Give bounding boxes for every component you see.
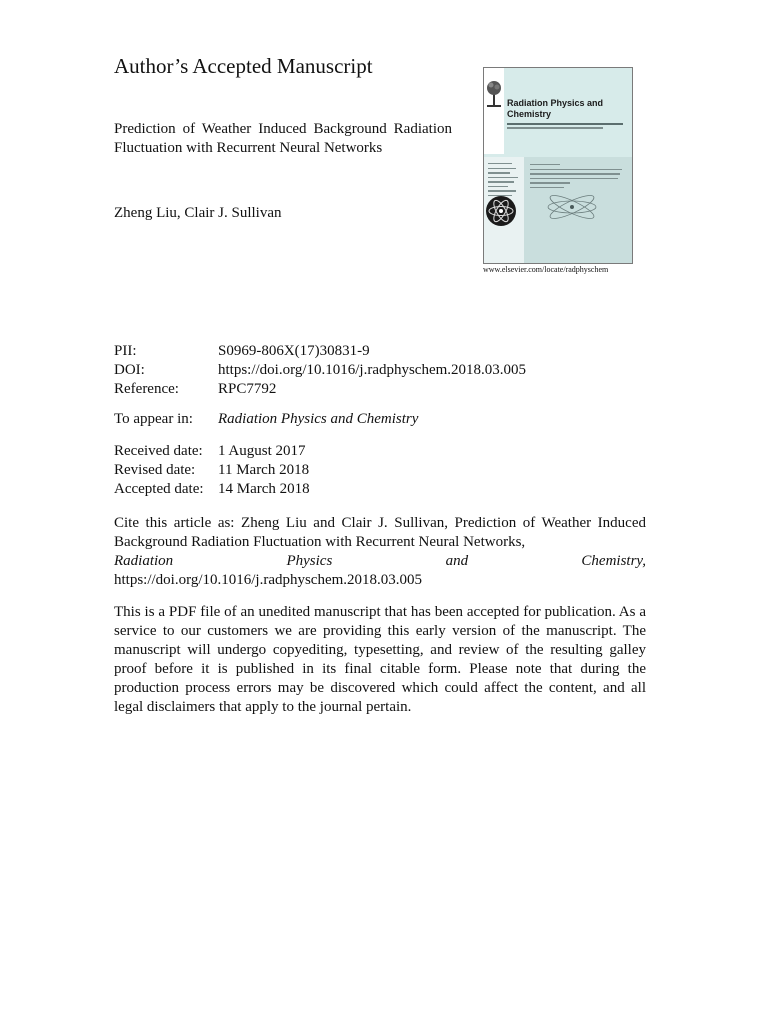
date-row <box>114 480 310 499</box>
appear-label: To appear in: <box>114 411 193 427</box>
citation-journal: Radiation Physics and Chemistry, <box>114 553 646 569</box>
date-row <box>114 442 310 461</box>
identifiers-table <box>114 342 526 399</box>
identifier-label: Reference: <box>114 381 179 397</box>
article-authors: Zheng Liu, Clair J. Sullivan <box>114 205 282 221</box>
date-value: 11 March 2018 <box>218 462 310 478</box>
identifier-row <box>114 342 526 361</box>
doi-link[interactable]: https://doi.org/10.1016/j.radphyschem.2018.03.005 <box>218 362 527 378</box>
elsevier-logo <box>484 68 504 154</box>
date-label: Received date: <box>114 443 203 459</box>
date-row <box>114 461 310 480</box>
article-title: Prediction of Weather Induced Background Radiation Fluctuation with Recurrent Neural Networks <box>114 121 452 156</box>
identifier-value: S0969-806X(17)30831-9 <box>218 343 370 359</box>
cover-subtitle-line <box>507 123 623 125</box>
appear-journal: Radiation Physics and Chemistry <box>218 411 419 427</box>
atom-icon <box>486 196 516 226</box>
dates-table <box>114 442 310 499</box>
cover-editor-details <box>530 164 626 191</box>
date-label: Revised date: <box>114 462 196 478</box>
cover-journal-name: Radiation Physics and Chemistry <box>507 98 604 119</box>
identifier-row <box>114 380 526 399</box>
page-heading: Author’s Accepted Manuscript <box>114 54 373 78</box>
identifier-value: RPC7792 <box>218 381 277 397</box>
citation-text: Cite this article as: Zheng Liu and Clair J. Sullivan, Prediction of Weather Induced Background Radiation Fluctuation with Recurrent Neural Networks, <box>114 515 646 550</box>
citation-block <box>114 514 646 590</box>
journal-cover-image <box>483 67 633 264</box>
identifier-label: DOI: <box>114 362 145 378</box>
disclaimer-paragraph: This is a PDF file of an unedited manuscript that has been accepted for publication. As a service to our customers we are providing this early version of the manuscript. The manuscript will undergo copyediting, typesetting, and review of the resulting galley proof before it is published in its final citable form. Please note that during the production process errors may be discovered which could affect the content, and all legal disclaimers that apply to the journal pertain. <box>114 604 646 715</box>
date-value: 14 March 2018 <box>218 481 310 497</box>
identifier-row <box>114 361 526 380</box>
orbit-icon <box>542 194 602 220</box>
date-label: Accepted date: <box>114 481 204 497</box>
identifier-label: PII: <box>114 343 137 359</box>
date-value: 1 August 2017 <box>218 443 306 459</box>
cover-url: www.elsevier.com/locate/radphyschem <box>483 265 609 274</box>
citation-doi-link[interactable]: https://doi.org/10.1016/j.radphyschem.2018.03.005 <box>114 572 423 588</box>
appear-in-line <box>114 410 418 429</box>
cover-subtitle-line <box>507 127 603 129</box>
cover-editor-list <box>488 163 520 200</box>
